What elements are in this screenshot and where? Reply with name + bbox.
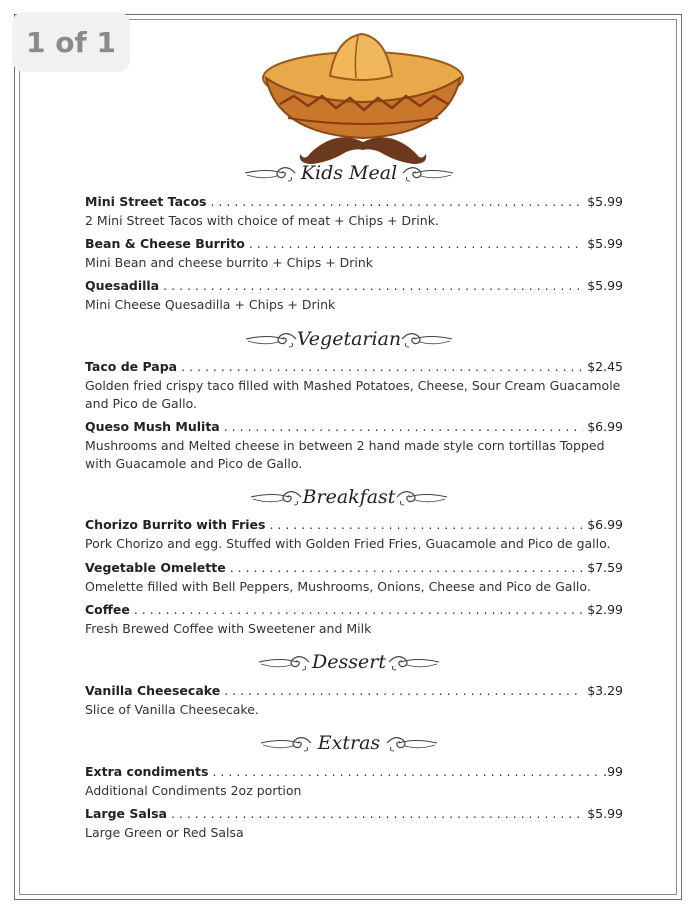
menu-item <box>85 359 623 413</box>
section-header-kids-meal <box>0 158 698 188</box>
menu-item-line <box>85 359 623 377</box>
menu-item-line <box>85 683 623 701</box>
menu-item <box>85 764 623 800</box>
menu-item-name: Coffee <box>85 602 130 617</box>
menu-item-description: Additional Condiments 2oz portion <box>85 783 302 798</box>
dot-leader <box>210 194 583 209</box>
flourish-right-icon <box>395 486 449 508</box>
dot-leader <box>269 517 583 532</box>
flourish-right-icon <box>387 651 441 673</box>
menu-item <box>85 517 623 553</box>
menu-item-price: $5.99 <box>587 194 623 209</box>
menu-item <box>85 683 623 719</box>
menu-item <box>85 278 623 314</box>
menu-item-description: Slice of Vanilla Cheesecake. <box>85 702 259 717</box>
menu-item-description: 2 Mini Street Tacos with choice of meat + Chips + Drink. <box>85 213 439 228</box>
menu-item-name: Quesadilla <box>85 278 160 293</box>
menu-item-description: Mini Bean and cheese burrito + Chips + Drink <box>85 255 374 270</box>
menu-item-name: Large Salsa <box>85 806 167 821</box>
menu-item-line <box>85 764 623 782</box>
menu-item-price: $5.99 <box>587 806 623 821</box>
dot-leader <box>181 359 583 374</box>
menu-item <box>85 560 623 596</box>
section-title: Breakfast <box>302 486 396 508</box>
dot-leader <box>224 419 583 434</box>
menu-item-line <box>85 560 623 578</box>
menu-item <box>85 602 623 638</box>
menu-item-description: Fresh Brewed Coffee with Sweetener and Milk <box>85 621 372 636</box>
menu-item-price: $6.99 <box>587 517 623 532</box>
menu-item-price: $2.45 <box>587 359 623 374</box>
menu-item <box>85 419 623 473</box>
menu-item-name: Vegetable Omelette <box>85 560 226 575</box>
menu-item-line <box>85 602 623 620</box>
menu-item-description: Mini Cheese Quesadilla + Chips + Drink <box>85 297 336 312</box>
section-title: Dessert <box>312 651 386 673</box>
menu-item-price: .99 <box>603 764 623 779</box>
menu-item <box>85 194 623 230</box>
section-title: Vegetarian <box>296 328 402 350</box>
page-indicator-badge: 1 of 1 <box>12 12 130 72</box>
dot-leader <box>134 602 583 617</box>
menu-item-name: Taco de Papa <box>85 359 178 374</box>
dot-leader <box>212 764 599 779</box>
menu-item <box>85 236 623 272</box>
menu-item-price: $7.59 <box>587 560 623 575</box>
menu-item-line <box>85 517 623 535</box>
section-title: Kids Meal <box>300 162 398 184</box>
section-header-breakfast <box>0 482 698 512</box>
flourish-right-icon <box>400 328 454 350</box>
menu-item-name: Extra condiments <box>85 764 209 779</box>
sombrero-logo-icon <box>258 26 468 166</box>
menu-item-price: $5.99 <box>587 236 623 251</box>
flourish-right-icon <box>385 732 439 754</box>
menu-item-price: $6.99 <box>587 419 623 434</box>
dot-leader <box>230 560 584 575</box>
section-header-extras <box>0 728 698 758</box>
menu-item-name: Mini Street Tacos <box>85 194 207 209</box>
section-title: Extras <box>317 732 381 754</box>
menu-item <box>85 806 623 842</box>
menu-item-description: Omelette filled with Bell Peppers, Mushrooms, Onions, Cheese and Pico de Gallo. <box>85 579 591 594</box>
menu-item-description: Mushrooms and Melted cheese in between 2 hand made style corn tortillas Topped with Guacamole and Pico de Gallo. <box>85 438 605 471</box>
menu-item-description: Large Green or Red Salsa <box>85 825 244 840</box>
menu-item-description: Pork Chorizo and egg. Stuffed with Golden Fried Fries, Guacamole and Pico de gallo. <box>85 536 611 551</box>
section-header-dessert <box>0 647 698 677</box>
menu-item-price: $2.99 <box>587 602 623 617</box>
dot-leader <box>171 806 583 821</box>
menu-item-name: Queso Mush Mulita <box>85 419 220 434</box>
menu-item-line <box>85 236 623 254</box>
dot-leader <box>224 683 583 698</box>
flourish-right-icon <box>401 162 455 184</box>
menu-item-description: Golden fried crispy taco filled with Mashed Potatoes, Cheese, Sour Cream Guacamole and Pico de Gallo. <box>85 378 621 411</box>
menu-item-price: $3.29 <box>587 683 623 698</box>
menu-item-line <box>85 806 623 824</box>
menu-item-line <box>85 194 623 212</box>
menu-item-name: Vanilla Cheesecake <box>85 683 221 698</box>
menu-item-line <box>85 419 623 437</box>
menu-item-line <box>85 278 623 296</box>
menu-item-name: Bean & Cheese Burrito <box>85 236 245 251</box>
section-header-vegetarian <box>0 324 698 354</box>
menu-item-name: Chorizo Burrito with Fries <box>85 517 266 532</box>
menu-item-price: $5.99 <box>587 278 623 293</box>
dot-leader <box>163 278 583 293</box>
dot-leader <box>249 236 583 251</box>
